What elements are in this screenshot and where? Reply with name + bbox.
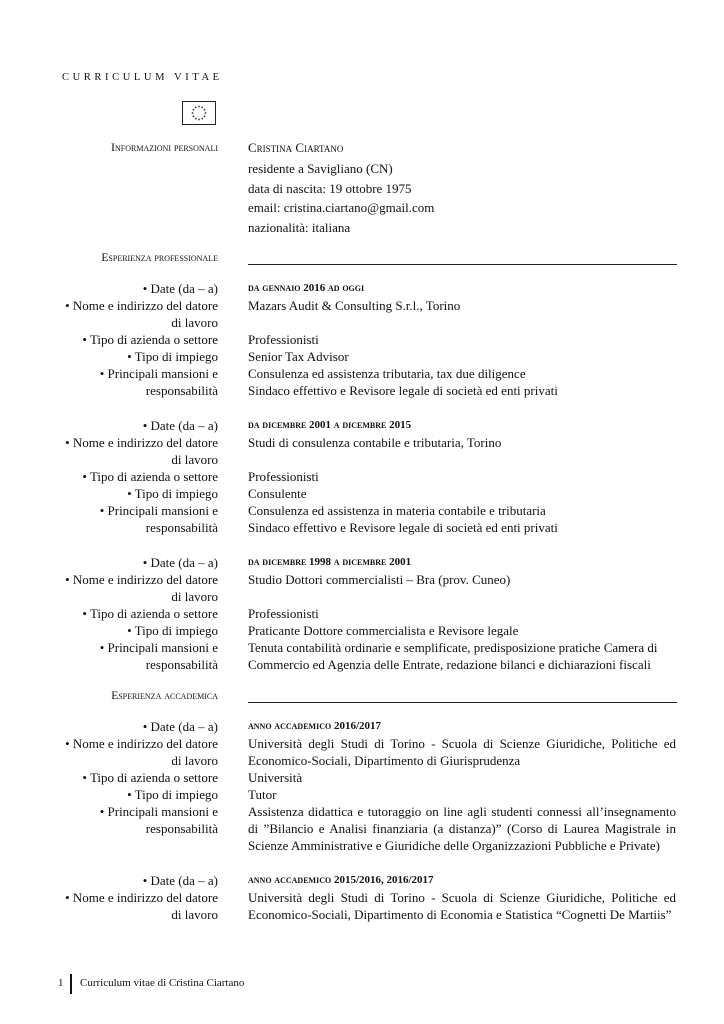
- professional-experience-label: Esperienza professionale: [101, 252, 218, 264]
- experience-entry: [0, 280, 724, 399]
- duties-label: • Principali mansioni e: [99, 503, 218, 518]
- academic-entry: [0, 718, 724, 854]
- duties-value: Consulenza ed assistenza tributaria, tax due diligence: [248, 366, 526, 381]
- eu-stars-icon: [183, 102, 215, 124]
- date-value: da dicembre 1998 a dicembre 2001: [248, 556, 412, 568]
- document-title: CURRICULUM VITAE: [62, 72, 223, 83]
- page-footer: [0, 977, 724, 995]
- section-divider: [248, 264, 677, 265]
- experience-entry: [0, 554, 724, 673]
- job-value: Tutor: [248, 787, 277, 802]
- eu-flag-icon: [182, 101, 216, 125]
- sector-label: • Tipo di azienda o settore: [82, 332, 218, 347]
- duties-label-cont: responsabilità: [145, 520, 218, 535]
- date-label: • Date (da – a): [142, 281, 218, 296]
- duties-label-cont: responsabilità: [145, 821, 218, 836]
- employer-label: • Nome e indirizzo del datore: [65, 298, 218, 313]
- duties-label: • Principali mansioni e: [99, 366, 218, 381]
- date-value: anno accademico 2015/2016, 2016/2017: [248, 874, 434, 886]
- employer-value: Università degli Studi di Torino - Scuola di Scienze Giuridiche, Politiche ed Economico-Sociali, Dipartimento di Economia e Statistica “Cognetti De Martiis”: [248, 890, 676, 922]
- employer-value: Studio Dottori commercialisti – Bra (prov. Cuneo): [248, 572, 511, 587]
- person-name: Cristina Ciartano: [248, 140, 344, 155]
- employer-label-cont: di lavoro: [171, 589, 218, 604]
- academic-experience-label: Esperienza accademica: [111, 690, 218, 702]
- date-value: da dicembre 2001 a dicembre 2015: [248, 419, 412, 431]
- date-label: • Date (da – a): [142, 873, 218, 888]
- date-value: anno accademico 2016/2017: [248, 720, 381, 732]
- personal-info-section: [0, 139, 724, 237]
- employer-label-cont: di lavoro: [171, 452, 218, 467]
- sector-value: Professionisti: [248, 606, 319, 621]
- job-value: Praticante Dottore commercialista e Revisore legale: [248, 623, 519, 638]
- duties-label: • Principali mansioni e: [99, 804, 218, 819]
- duties-label-cont: responsabilità: [145, 383, 218, 398]
- residence: residente a Savigliano (CN): [248, 161, 393, 176]
- sector-value: Professionisti: [248, 332, 319, 347]
- employer-label: • Nome e indirizzo del datore: [65, 572, 218, 587]
- employer-value: Mazars Audit & Consulting S.r.l., Torino: [248, 298, 461, 313]
- personal-info-label: Informazioni personali: [111, 140, 218, 154]
- employer-value: Studi di consulenza contabile e tributaria, Torino: [248, 435, 502, 450]
- nationality: nazionalità: italiana: [248, 219, 351, 235]
- employer-label-cont: di lavoro: [171, 907, 218, 922]
- employer-label: • Nome e indirizzo del datore: [65, 736, 218, 751]
- experience-entry: [0, 417, 724, 536]
- sector-label: • Tipo di azienda o settore: [82, 469, 218, 484]
- sector-label: • Tipo di azienda o settore: [82, 606, 218, 621]
- sector-label: • Tipo di azienda o settore: [82, 770, 218, 785]
- date-value: da gennaio 2016 ad oggi: [248, 282, 365, 294]
- email: email: cristina.ciartano@gmail.com: [248, 200, 435, 215]
- job-label: • Tipo di impiego: [127, 486, 218, 501]
- duties-value: Consulenza ed assistenza in materia contabile e tributaria: [248, 503, 546, 518]
- date-label: • Date (da – a): [142, 418, 218, 433]
- job-label: • Tipo di impiego: [127, 349, 218, 364]
- academic-experience-section: [0, 690, 724, 923]
- sector-value: Università: [248, 770, 303, 785]
- footer-divider: [70, 974, 72, 994]
- academic-entry: [0, 872, 724, 923]
- duties-value: Sindaco effettivo e Revisore legale di società ed enti privati: [248, 520, 558, 535]
- job-label: • Tipo di impiego: [127, 623, 218, 638]
- duties-label: • Principali mansioni e: [99, 640, 218, 655]
- duties-value: Tenuta contabilità ordinarie e semplificate, predisposizione pratiche Camera di Commercio ed Agenzia delle Entrate, redazione bilanci e dichiarazioni fiscali: [248, 640, 658, 672]
- date-label: • Date (da – a): [142, 719, 218, 734]
- employer-label: • Nome e indirizzo del datore: [65, 890, 218, 905]
- date-label: • Date (da – a): [142, 555, 218, 570]
- section-divider: [248, 702, 677, 703]
- employer-label-cont: di lavoro: [171, 753, 218, 768]
- page-number: 1: [58, 977, 64, 989]
- employer-value: Università degli Studi di Torino - Scuola di Scienze Giuridiche, Politiche ed Economico-Sociali, Dipartimento di Giurisprudenza: [248, 736, 676, 768]
- duties-value: Assistenza didattica e tutoraggio on line agli studenti connessi all’insegnamento di ”Bilancio e Analisi finanziaria (a distanza)” (Corso di Laurea Magistrale in Scienze Amministrative e Giuridiche delle Organizzazioni Pubbliche e Private): [248, 804, 676, 853]
- job-value: Senior Tax Advisor: [248, 349, 349, 364]
- footer-text: Curriculum vitae di Cristina Ciartano: [80, 977, 245, 989]
- professional-experience-section: [0, 252, 724, 673]
- duties-value: Sindaco effettivo e Revisore legale di società ed enti privati: [248, 383, 558, 398]
- employer-label: • Nome e indirizzo del datore: [65, 435, 218, 450]
- employer-label-cont: di lavoro: [171, 315, 218, 330]
- job-value: Consulente: [248, 486, 307, 501]
- job-label: • Tipo di impiego: [127, 787, 218, 802]
- birth-date: data di nascita: 19 ottobre 1975: [248, 180, 412, 196]
- sector-value: Professionisti: [248, 469, 319, 484]
- duties-label-cont: responsabilità: [145, 657, 218, 672]
